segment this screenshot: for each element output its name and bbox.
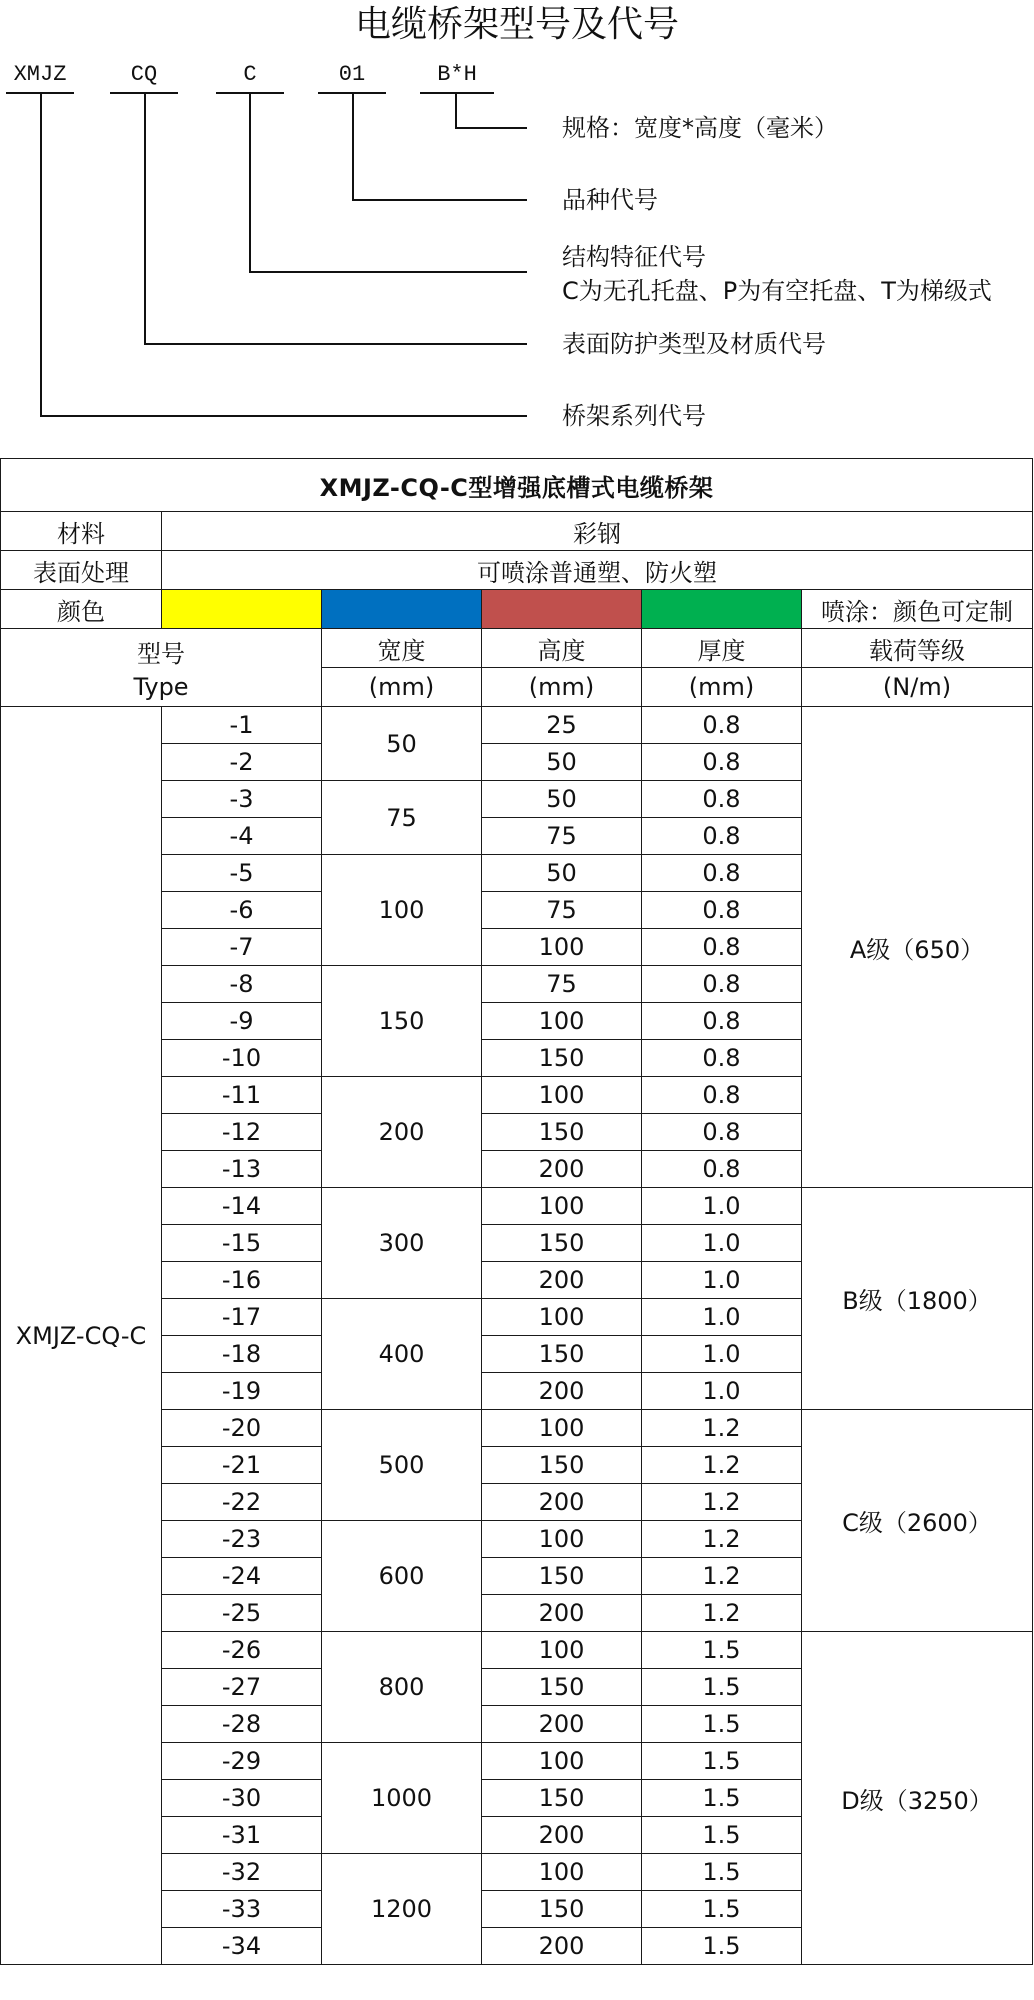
surface-label: 表面处理 — [1, 551, 162, 590]
code-structure: C — [243, 62, 257, 87]
leader-variety-vertical — [352, 94, 354, 200]
width-cell: 600 — [322, 1521, 482, 1632]
material-label: 材料 — [1, 512, 162, 551]
load-grade-cell: D级（3250） — [802, 1632, 1033, 1965]
type-code-cell: -23 — [162, 1521, 322, 1558]
thickness-cell: 0.8 — [642, 818, 802, 855]
width-cell: 800 — [322, 1632, 482, 1743]
code-spec: B*H — [437, 62, 477, 87]
height-cell: 150 — [482, 1780, 642, 1817]
color-label: 颜色 — [1, 590, 162, 629]
code-surface: CQ — [130, 62, 158, 87]
height-cell: 25 — [482, 707, 642, 744]
width-cell: 200 — [322, 1077, 482, 1188]
type-code-cell: -5 — [162, 855, 322, 892]
model-code-diagram — [0, 0, 1034, 450]
leader-spec-vertical — [455, 94, 457, 128]
color-swatch-yellow — [162, 590, 322, 629]
width-cell: 75 — [322, 781, 482, 855]
code-spec-underline — [420, 92, 494, 94]
height-cell: 150 — [482, 1336, 642, 1373]
thickness-cell: 0.8 — [642, 1077, 802, 1114]
height-cell: 100 — [482, 1854, 642, 1891]
color-swatch-blue — [322, 590, 482, 629]
type-code-cell: -17 — [162, 1299, 322, 1336]
height-cell: 200 — [482, 1706, 642, 1743]
color-note: 喷涂：颜色可定制 — [802, 590, 1033, 629]
thickness-cell: 0.8 — [642, 744, 802, 781]
header-type-cn: 型号 — [137, 640, 185, 668]
type-code-cell: -27 — [162, 1669, 322, 1706]
height-cell: 100 — [482, 1743, 642, 1780]
type-code-cell: -30 — [162, 1780, 322, 1817]
leader-surface-horizontal — [144, 343, 527, 345]
color-swatch-green — [642, 590, 802, 629]
height-cell: 100 — [482, 1299, 642, 1336]
height-cell: 150 — [482, 1225, 642, 1262]
width-cell: 1000 — [322, 1743, 482, 1854]
thickness-cell: 1.0 — [642, 1299, 802, 1336]
height-cell: 100 — [482, 1188, 642, 1225]
height-cell: 150 — [482, 1447, 642, 1484]
thickness-cell: 0.8 — [642, 707, 802, 744]
thickness-cell: 1.0 — [642, 1262, 802, 1299]
thickness-cell: 0.8 — [642, 1003, 802, 1040]
type-code-cell: -21 — [162, 1447, 322, 1484]
thickness-cell: 1.2 — [642, 1447, 802, 1484]
width-cell: 50 — [322, 707, 482, 781]
thickness-cell: 0.8 — [642, 892, 802, 929]
thickness-cell: 1.5 — [642, 1706, 802, 1743]
height-cell: 75 — [482, 966, 642, 1003]
type-code-cell: -6 — [162, 892, 322, 929]
type-code-cell: -13 — [162, 1151, 322, 1188]
series-name-cell: XMJZ-CQ-C — [1, 707, 162, 1965]
type-code-cell: -8 — [162, 966, 322, 1003]
leader-series-vertical — [40, 94, 42, 416]
type-code-cell: -4 — [162, 818, 322, 855]
spec-table — [0, 458, 1033, 1965]
type-code-cell: -9 — [162, 1003, 322, 1040]
height-cell: 200 — [482, 1151, 642, 1188]
type-code-cell: -12 — [162, 1114, 322, 1151]
desc-surface: 表面防护类型及材质代号 — [562, 330, 826, 358]
height-cell: 75 — [482, 892, 642, 929]
load-grade-cell: C级（2600） — [802, 1410, 1033, 1632]
thickness-cell: 0.8 — [642, 966, 802, 1003]
type-code-cell: -7 — [162, 929, 322, 966]
desc-structure-detail: C为无孔托盘、P为有空托盘、T为梯级式 — [562, 277, 992, 305]
height-cell: 100 — [482, 1521, 642, 1558]
thickness-cell: 0.8 — [642, 929, 802, 966]
table-row — [1, 707, 1033, 744]
thickness-cell: 1.5 — [642, 1854, 802, 1891]
type-code-cell: -22 — [162, 1484, 322, 1521]
desc-structure: 结构特征代号 — [562, 243, 706, 271]
height-cell: 200 — [482, 1484, 642, 1521]
height-cell: 200 — [482, 1373, 642, 1410]
type-code-cell: -10 — [162, 1040, 322, 1077]
thickness-cell: 0.8 — [642, 1114, 802, 1151]
color-swatch-red — [482, 590, 642, 629]
leader-series-horizontal — [40, 415, 527, 417]
unit-thickness: (mm) — [642, 668, 802, 707]
height-cell: 150 — [482, 1669, 642, 1706]
width-cell: 150 — [322, 966, 482, 1077]
thickness-cell: 1.0 — [642, 1188, 802, 1225]
code-variety: 01 — [338, 62, 366, 87]
load-grade-cell: A级（650） — [802, 707, 1033, 1188]
surface-value: 可喷涂普通塑、防火塑 — [162, 551, 1033, 590]
table-title: XMJZ-CQ-C型增强底槽式电缆桥架 — [1, 459, 1033, 512]
thickness-cell: 1.2 — [642, 1558, 802, 1595]
type-code-cell: -25 — [162, 1595, 322, 1632]
unit-load: (N/m) — [802, 668, 1033, 707]
height-cell: 150 — [482, 1891, 642, 1928]
height-cell: 200 — [482, 1595, 642, 1632]
height-cell: 100 — [482, 1410, 642, 1447]
code-series: XMJZ — [13, 62, 67, 87]
type-code-cell: -24 — [162, 1558, 322, 1595]
type-code-cell: -29 — [162, 1743, 322, 1780]
height-cell: 75 — [482, 818, 642, 855]
thickness-cell: 0.8 — [642, 1040, 802, 1077]
header-type-en: Type — [133, 673, 189, 701]
thickness-cell: 1.5 — [642, 1743, 802, 1780]
type-code-cell: -32 — [162, 1854, 322, 1891]
unit-height: (mm) — [482, 668, 642, 707]
thickness-cell: 1.2 — [642, 1595, 802, 1632]
unit-width: (mm) — [322, 668, 482, 707]
height-cell: 50 — [482, 744, 642, 781]
height-cell: 100 — [482, 1077, 642, 1114]
height-cell: 200 — [482, 1262, 642, 1299]
header-thickness: 厚度 — [642, 629, 802, 668]
thickness-cell: 1.0 — [642, 1225, 802, 1262]
thickness-cell: 1.5 — [642, 1780, 802, 1817]
height-cell: 150 — [482, 1040, 642, 1077]
type-code-cell: -15 — [162, 1225, 322, 1262]
height-cell: 100 — [482, 929, 642, 966]
thickness-cell: 1.5 — [642, 1891, 802, 1928]
thickness-cell: 0.8 — [642, 855, 802, 892]
width-cell: 100 — [322, 855, 482, 966]
type-code-cell: -11 — [162, 1077, 322, 1114]
header-width: 宽度 — [322, 629, 482, 668]
leader-structure-horizontal — [249, 271, 527, 273]
type-code-cell: -16 — [162, 1262, 322, 1299]
type-code-cell: -3 — [162, 781, 322, 818]
thickness-cell: 0.8 — [642, 1151, 802, 1188]
leader-surface-vertical — [144, 94, 146, 344]
diagram-title: 电缆桥架型号及代号 — [354, 4, 679, 45]
type-code-cell: -2 — [162, 744, 322, 781]
width-cell: 1200 — [322, 1854, 482, 1965]
width-cell: 500 — [322, 1410, 482, 1521]
thickness-cell: 1.2 — [642, 1484, 802, 1521]
thickness-cell: 1.0 — [642, 1373, 802, 1410]
type-code-cell: -31 — [162, 1817, 322, 1854]
thickness-cell: 1.5 — [642, 1928, 802, 1965]
header-load: 载荷等级 — [802, 629, 1033, 668]
thickness-cell: 1.2 — [642, 1410, 802, 1447]
thickness-cell: 0.8 — [642, 781, 802, 818]
height-cell: 200 — [482, 1928, 642, 1965]
height-cell: 50 — [482, 781, 642, 818]
type-code-cell: -28 — [162, 1706, 322, 1743]
desc-spec: 规格：宽度*高度（毫米） — [562, 114, 838, 142]
desc-variety: 品种代号 — [562, 186, 658, 214]
leader-spec-horizontal — [455, 127, 527, 129]
height-cell: 100 — [482, 1632, 642, 1669]
height-cell: 200 — [482, 1817, 642, 1854]
leader-variety-horizontal — [352, 199, 527, 201]
thickness-cell: 1.2 — [642, 1521, 802, 1558]
type-code-cell: -18 — [162, 1336, 322, 1373]
type-code-cell: -14 — [162, 1188, 322, 1225]
width-cell: 300 — [322, 1188, 482, 1299]
material-value: 彩钢 — [162, 512, 1033, 551]
header-type — [1, 629, 322, 707]
thickness-cell: 1.5 — [642, 1632, 802, 1669]
height-cell: 150 — [482, 1558, 642, 1595]
type-code-cell: -1 — [162, 707, 322, 744]
desc-series: 桥架系列代号 — [562, 402, 706, 430]
thickness-cell: 1.0 — [642, 1336, 802, 1373]
height-cell: 150 — [482, 1114, 642, 1151]
type-code-cell: -19 — [162, 1373, 322, 1410]
header-height: 高度 — [482, 629, 642, 668]
thickness-cell: 1.5 — [642, 1669, 802, 1706]
thickness-cell: 1.5 — [642, 1817, 802, 1854]
height-cell: 50 — [482, 855, 642, 892]
type-code-cell: -33 — [162, 1891, 322, 1928]
load-grade-cell: B级（1800） — [802, 1188, 1033, 1410]
type-code-cell: -26 — [162, 1632, 322, 1669]
leader-structure-vertical — [249, 94, 251, 272]
type-code-cell: -34 — [162, 1928, 322, 1965]
height-cell: 100 — [482, 1003, 642, 1040]
type-code-cell: -20 — [162, 1410, 322, 1447]
width-cell: 400 — [322, 1299, 482, 1410]
